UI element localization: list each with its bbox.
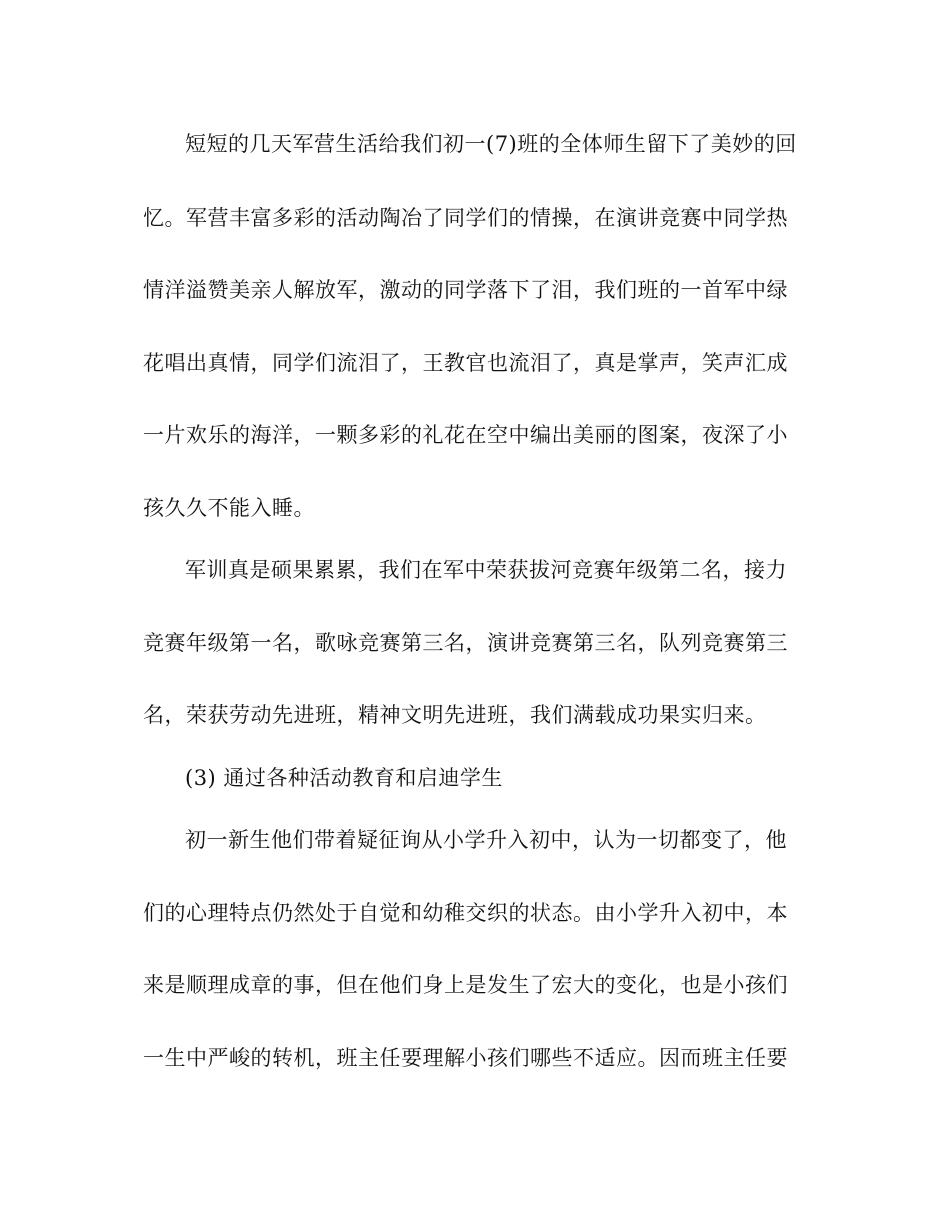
text-line: 初一新生他们带着疑征询从小学升入初中，认为一切都变了，他 (185, 828, 787, 852)
text-line: 军训真是硕果累累，我们在军中荣获拔河竞赛年级第二名，接力 (185, 558, 787, 582)
text-line: 竞赛年级第一名，歌咏竞赛第三名，演讲竞赛第三名，队列竞赛第三 (143, 631, 788, 655)
text-line: 们的心理特点仍然处于自觉和幼稚交织的状态。由小学升入初中，本 (143, 901, 788, 925)
text-line: 孩久久不能入睡。 (143, 496, 315, 520)
heading-line: (3) 通过各种活动教育和启迪学生 (185, 766, 503, 790)
text-line: 情洋溢赞美亲人解放军，激动的同学落下了泪，我们班的一首军中绿 (143, 278, 788, 302)
text-line: 来是顺理成章的事，但在他们身上是发生了宏大的变化，也是小孩们 (143, 973, 788, 997)
text-line: 一生中严峻的转机，班主任要理解小孩们哪些不适应。因而班主任要 (143, 1046, 788, 1070)
text-line: 花唱出真情，同学们流泪了，王教官也流泪了，真是掌声，笑声汇成 (143, 351, 788, 375)
text-line: 名，荣获劳动先进班，精神文明先进班，我们满载成功果实归来。 (143, 703, 767, 727)
text-line: 忆。军营丰富多彩的活动陶冶了同学们的情操，在演讲竞赛中同学热 (143, 206, 788, 230)
text-line: 短短的几天军营生活给我们初一(7)班的全体师生留下了美妙的回 (185, 132, 797, 156)
text-line: 一片欢乐的海洋，一颗多彩的礼花在空中编出美丽的图案，夜深了小 (143, 423, 788, 447)
